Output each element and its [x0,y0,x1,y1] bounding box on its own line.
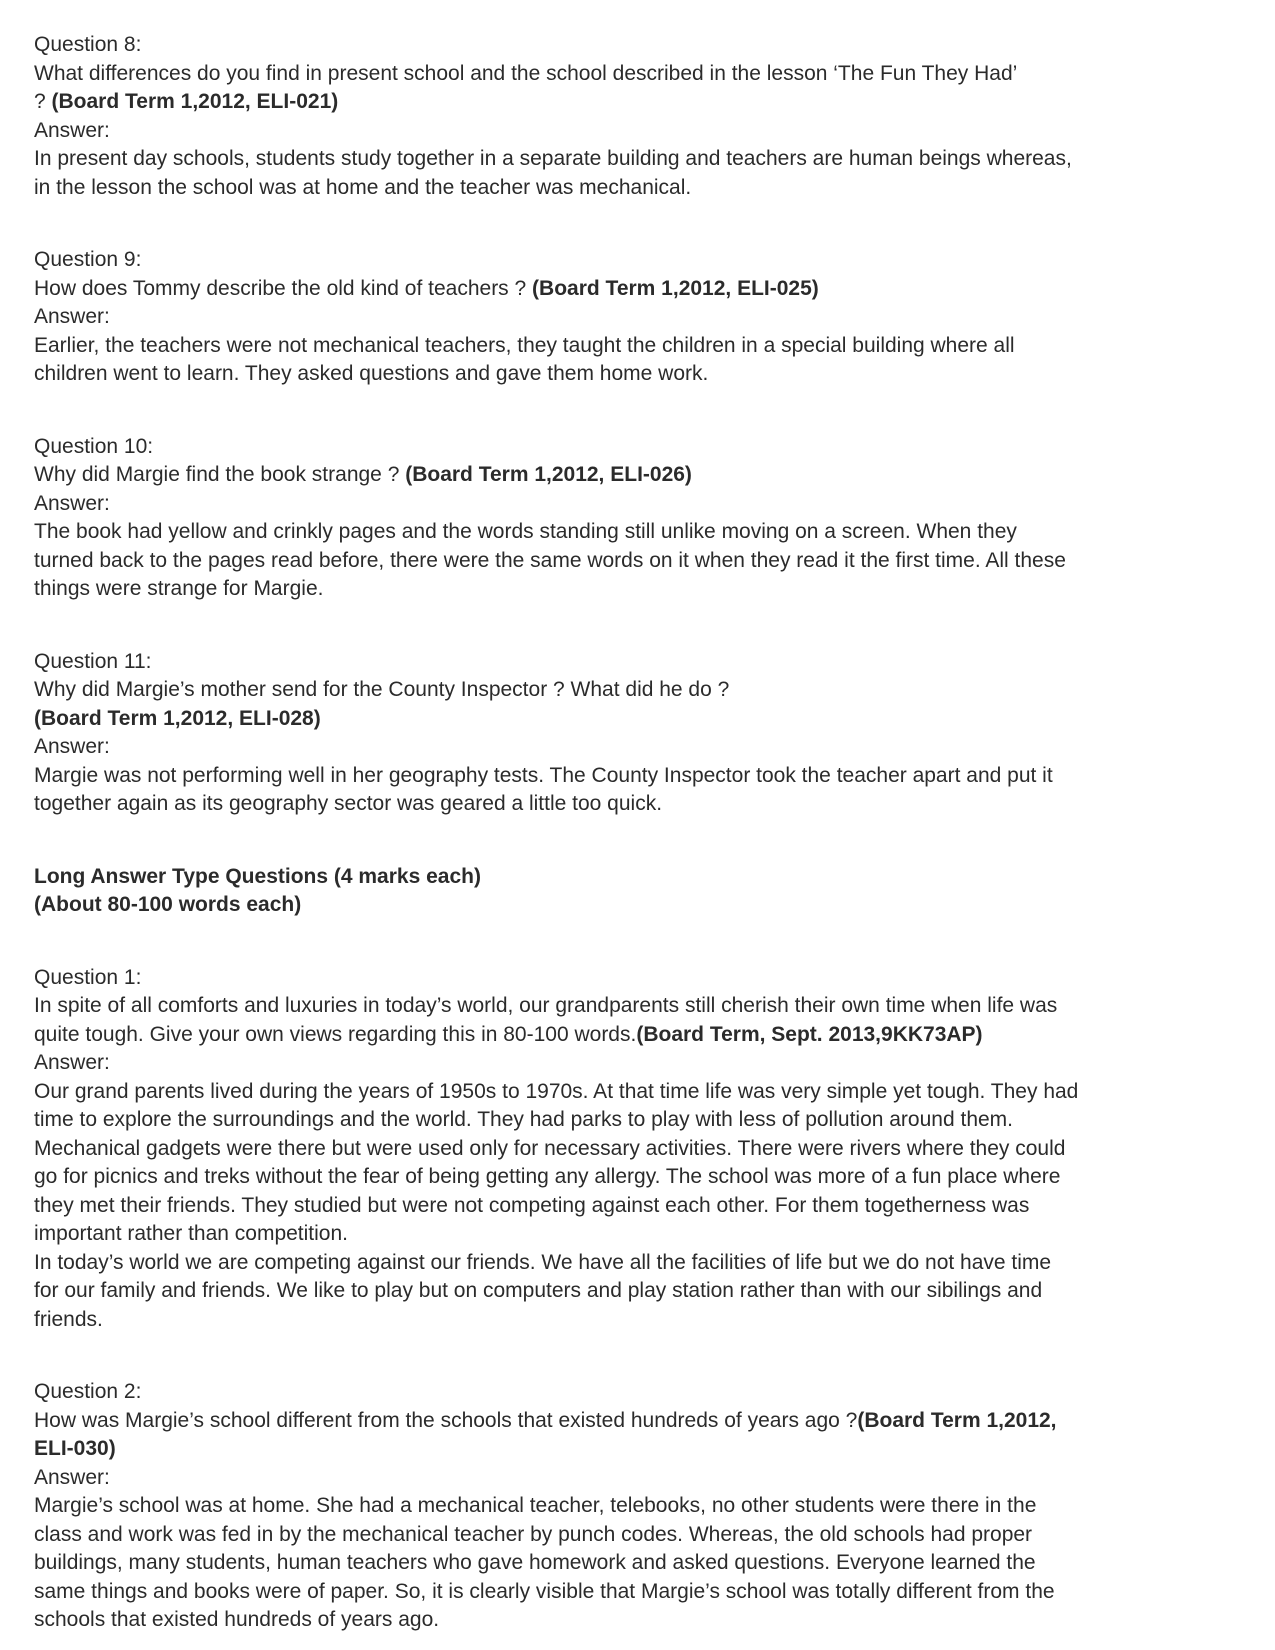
text-line [34,1606,1255,1635]
bold-text-run: ELI-030) [34,1437,116,1460]
text-line [34,547,1255,576]
text-run: time to explore the surroundings and the world. They had parks to play with less of pollution around them. [34,1108,1014,1131]
text-run: Earlier, the teachers were not mechanical teachers, they taught the children in a special building where all [34,333,1015,357]
text-line [34,762,1255,791]
text-run: children went to learn. They asked questions and gave them home work. [34,362,709,385]
text-run: turned back to the pages read before, there were the same words on it when they read it the first time. All these [34,548,1066,572]
text-line [34,1521,1255,1550]
text-run: Margie was not performing well in her geography tests. The County Inspector took the teacher apart and put it [34,763,1053,787]
text-run: Question 8: [34,33,142,56]
text-run: things were strange for Margie. [34,577,324,600]
long-question-2-block [34,1378,1255,1635]
text-run: class and work was fed in by the mechanical teacher by punch codes. Whereas, the old schools had proper [34,1522,1033,1546]
text-run: for our family and friends. We like to play but on computers and play station rather than with our sibilings and [34,1279,1043,1302]
text-line [34,891,1255,920]
text-line [34,1407,1255,1436]
text-line [34,117,1255,146]
text-run: Margie’s school was at home. She had a mechanical teacher, telebooks, no other students were there in the [34,1494,1037,1517]
bold-text-run: (Board Term, Sept. 2013,9KK73AP) [636,1022,983,1046]
text-line [34,518,1255,547]
text-line [34,88,1255,117]
text-line [34,1192,1255,1221]
text-run: friends. [34,1307,103,1331]
text-line [34,174,1255,203]
text-run: Why did Margie find the book strange ? [34,463,406,486]
question-10-block [34,433,1255,604]
bold-text-run: (Board Term 1,2012, ELI-028) [34,706,321,730]
text-line [34,1435,1255,1464]
text-line [34,1249,1255,1278]
text-line [34,964,1255,993]
text-line [34,1549,1255,1578]
text-run: buildings, many students, human teachers who gave homework and asked questions. Everyone learned the [34,1551,1036,1574]
text-line [34,1378,1255,1407]
text-line [34,1049,1255,1078]
text-line [34,733,1255,762]
text-line [34,1306,1255,1335]
text-run: Our grand parents lived during the years of 1950s to 1970s. At that time life was very simple yet tough. They had [34,1079,1079,1103]
text-line [34,1578,1255,1607]
text-line [34,1135,1255,1164]
text-line [34,863,1255,892]
text-run: Why did Margie’s mother send for the County Inspector ? What did he do ? [34,678,730,701]
text-line [34,145,1255,174]
text-line [34,1220,1255,1249]
text-run: In present day schools, students study together in a separate building and teachers are human beings whereas, [34,147,1072,170]
text-line [34,1464,1255,1493]
text-line [34,790,1255,819]
question-11-block [34,648,1255,819]
text-line [34,648,1255,677]
text-run: same things and books were of paper. So, it is clearly visible that Margie’s school was totally different from the [34,1579,1055,1603]
text-run: Answer: [34,491,110,515]
text-run: go for picnics and treks without the fear of being getting any allergy. The school was more of a fun place where [34,1165,1061,1188]
text-line [34,433,1255,462]
text-line [34,360,1255,389]
text-run: in the lesson the school was at home and the teacher was mechanical. [34,175,692,199]
text-run: Answer: [34,1051,110,1074]
text-line [34,275,1255,304]
text-line [34,31,1255,60]
text-line [34,575,1255,604]
text-run: Question 11: [34,649,152,673]
text-line [34,705,1255,734]
text-run: The book had yellow and crinkly pages and the words standing still unlike moving on a screen. When they [34,520,1017,543]
text-run: Mechanical gadgets were there but were used only for necessary activities. There were rivers where they could [34,1136,1066,1160]
text-run: How was Margie’s school different from the schools that existed hundreds of years ago ? [34,1408,858,1432]
text-run: Answer: [34,735,110,758]
text-run: ? [34,90,52,113]
bold-text-run: (About 80-100 words each) [34,893,302,916]
text-run: they met their friends. They studied but were not competing against each other. For them togetherness was [34,1193,1030,1217]
text-line [34,1163,1255,1192]
text-run: Answer: [34,118,110,142]
bold-text-run: (Board Term 1,2012, ELI-026) [405,463,692,486]
bold-text-run: Long Answer Type Questions (4 marks each) [34,864,481,888]
text-run: What differences do you find in present school and the school described in the lesson ‘The Fun They Had’ [34,61,1018,85]
text-line [34,246,1255,275]
text-line [34,461,1255,490]
text-line [34,60,1255,89]
question-9-block [34,246,1255,389]
bold-text-run: (Board Term 1,2012, ELI-025) [532,276,819,300]
text-line [34,1078,1255,1107]
text-line [34,1492,1255,1521]
text-run: Answer: [34,305,110,328]
text-run: Answer: [34,1465,110,1489]
long-answer-section-heading [34,863,1255,920]
question-8-block [34,31,1255,202]
text-run: In spite of all comforts and luxuries in today’s world, our grandparents still cherish their own time when life was [34,994,1058,1017]
text-run: Question 1: [34,965,142,989]
text-run: schools that existed hundreds of years ago. [34,1608,440,1631]
long-question-1-block [34,964,1255,1335]
text-line [34,490,1255,519]
text-run: Question 2: [34,1380,142,1403]
text-line [34,1277,1255,1306]
text-line [34,676,1255,705]
text-line [34,1106,1255,1135]
bold-text-run: (Board Term 1,2012, ELI-021) [51,90,339,113]
text-line [34,332,1255,361]
text-run: together again as its geography sector was geared a little too quick. [34,792,663,815]
text-line [34,303,1255,332]
document-body [34,31,1255,1635]
text-line [34,992,1255,1021]
text-run: How does Tommy describe the old kind of teachers ? [34,276,533,300]
text-run: quite tough. Give your own views regarding this in 80-100 words. [34,1022,637,1046]
text-run: Question 10: [34,434,154,458]
bold-text-run: (Board Term 1,2012, [857,1408,1057,1432]
text-line [34,1021,1255,1050]
text-run: In today’s world we are competing against our friends. We have all the facilities of life but we do not have time [34,1250,1052,1274]
text-run: important rather than competition. [34,1222,348,1245]
text-run: Question 9: [34,248,142,271]
